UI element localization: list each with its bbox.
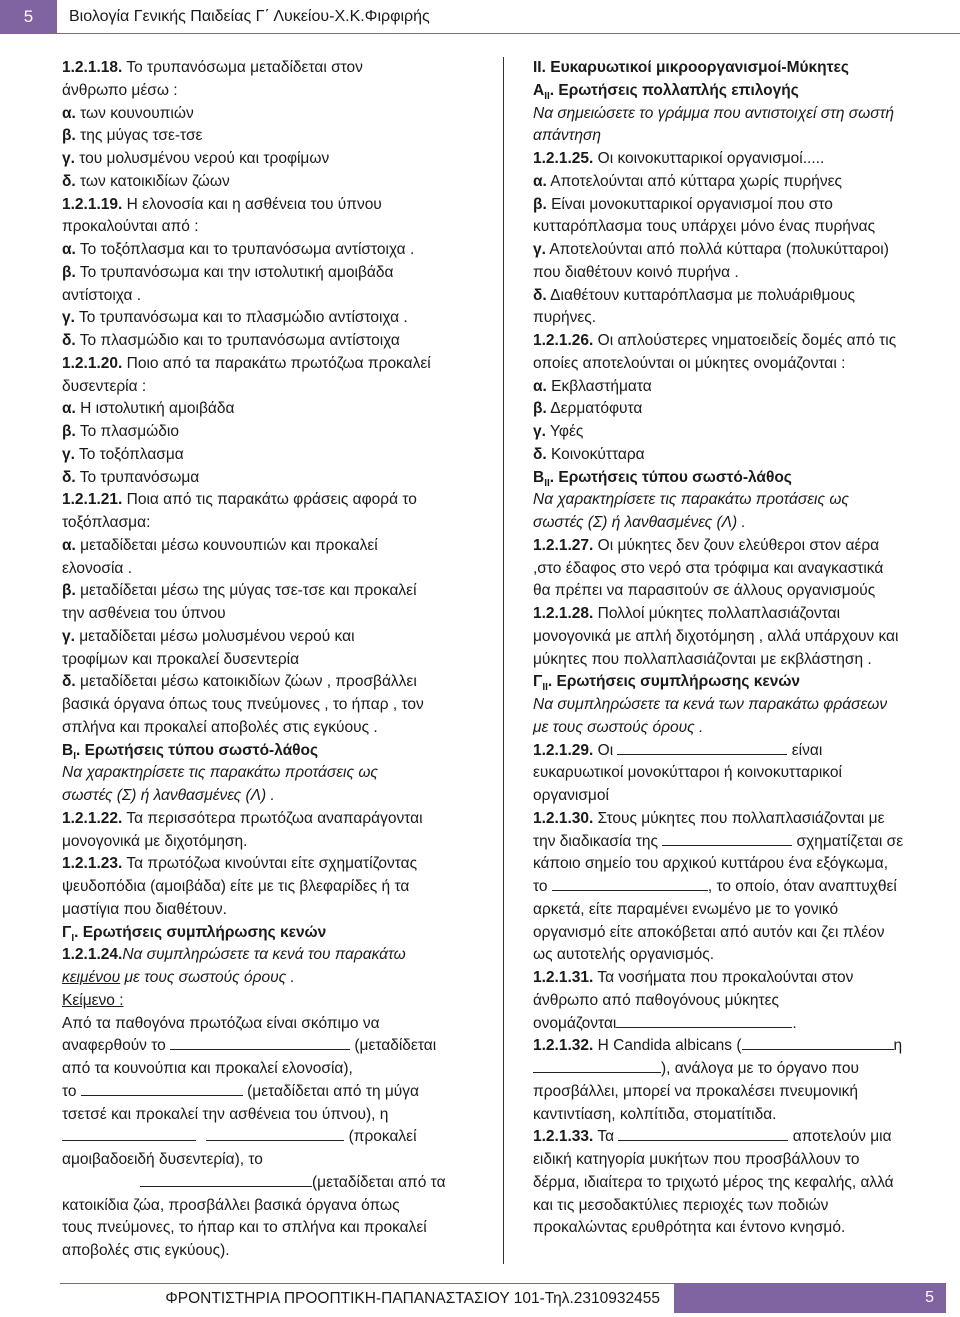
- option-letter: α.: [62, 400, 76, 418]
- passage-line: (μεταδίδεται από τη μύγα: [242, 1082, 419, 1100]
- fill-blank[interactable]: [206, 1126, 344, 1141]
- option-text: Το τοξόπλασμα: [78, 445, 184, 463]
- question-text: ονομάζονται: [533, 1014, 617, 1032]
- section-instructions: σωστές (Σ) ή λανθασμένες (Λ) .: [62, 787, 275, 804]
- question-text: και τις μεσοδακτύλιες περιοχές των ποδιών: [533, 1196, 829, 1214]
- option-text: μεταδίδεται μέσω μολυσμένου νερού και: [79, 627, 355, 645]
- question-number: 1.2.1.26.: [533, 332, 594, 349]
- question-text: το: [533, 878, 552, 895]
- question-text: Οι απλούστερες νηματοειδείς δομές από τις: [597, 332, 897, 349]
- question-text: κειμένου: [62, 969, 121, 986]
- fill-blank[interactable]: [617, 740, 787, 755]
- option-text: Η ιστολυτική αμοιβάδα: [80, 400, 235, 418]
- option-text: σπλήνα και προκαλεί αποβολές στις εγκύους .: [62, 718, 378, 736]
- question-text: ευκαρυωτικοί μονοκύτταροι ή κοινοκυτταρικοί: [533, 764, 842, 782]
- option-letter: δ.: [62, 332, 76, 349]
- question-text: Να συμπληρώσετε τα κενά του παρακάτω: [122, 946, 406, 964]
- option-text: του μολυσμένου νερού και τροφίμων: [79, 150, 330, 167]
- question-number: 1.2.1.28.: [533, 605, 594, 622]
- question-text: με τους σωστούς όρους .: [120, 969, 295, 986]
- fill-blank[interactable]: [170, 1035, 350, 1050]
- passage-line: κατοικίδια ζώα, προσβάλλει βασικά όργανα όπως: [62, 1196, 400, 1214]
- option-text: μεταδίδεται μέσω κουνουπιών και προκαλεί: [80, 536, 378, 554]
- section-instructions: Να χαρακτηρίσετε τις παρακάτω προτάσεις ως: [533, 491, 849, 509]
- option-letter: α.: [62, 536, 76, 554]
- option-text: τροφίμων και προκαλεί δυσεντερία: [62, 650, 300, 668]
- passage-line: αναφερθούν το: [62, 1037, 171, 1055]
- option-letter: δ.: [533, 445, 547, 463]
- header-page-number: 5: [0, 0, 57, 34]
- question-text: αποτελούν μια: [788, 1128, 892, 1146]
- option-text: της μύγας τσε-τσε: [80, 127, 203, 145]
- question-text: μαστίγια που διαθέτουν.: [62, 900, 227, 918]
- question-text: ), ανάλογα με το όργανο που: [661, 1060, 859, 1077]
- fill-blank[interactable]: [81, 1081, 243, 1096]
- question-text: προκαλούνται από :: [62, 218, 199, 236]
- question-text: Τα νοσήματα που προκαλούνται στον: [593, 969, 854, 986]
- question-text: καντιντίαση, κολπίτιδα, στοματίτιδα.: [533, 1105, 777, 1123]
- question-number: 1.2.1.33.: [533, 1128, 594, 1146]
- question-number: 1.2.1.20.: [62, 354, 123, 372]
- question-text: σχηματίζεται σε: [792, 832, 904, 850]
- fill-blank[interactable]: [552, 876, 708, 891]
- option-letter: δ.: [62, 673, 76, 691]
- section-heading: $\Gamma_I$. Ερωτήσεις συμπλήρωσης κενών: [62, 923, 327, 944]
- option-letter: γ.: [62, 627, 75, 645]
- section-instructions: σωστές (Σ) ή λανθασμένες (Λ) .: [533, 514, 746, 531]
- question-text: δέρμα, ιδιαίτερα το τριχωτό μέρος της κεφαλής, αλλά: [533, 1173, 894, 1191]
- option-text: που διαθέτουν κοινό πυρήνα .: [533, 263, 739, 281]
- page-footer: [60, 1283, 946, 1313]
- passage-line: (μεταδίδεται από τα: [312, 1173, 446, 1191]
- question-text: Οι: [593, 741, 618, 759]
- page-header: [0, 0, 960, 34]
- question-text: άνθρωπο μέσω :: [62, 81, 178, 99]
- fill-blank[interactable]: [62, 1126, 196, 1141]
- option-letter: δ.: [62, 468, 76, 486]
- section-instructions: Να συμπληρώσετε τα κενά των παρακάτω φράσεων: [533, 696, 888, 713]
- question-number: 1.2.1.24.: [62, 946, 123, 964]
- section-instructions: απάντηση: [533, 127, 601, 145]
- question-text: οποίες αποτελούνται οι μύκητες ονομάζονται :: [533, 354, 846, 372]
- option-text: Δερματόφυτα: [550, 400, 643, 418]
- option-text: αντίστοιχα .: [62, 286, 142, 304]
- option-letter: γ.: [62, 150, 75, 167]
- passage-line: αμοιβαδοειδή δυσεντερία), το: [62, 1151, 263, 1168]
- option-letter: β.: [533, 195, 547, 213]
- question-text: οργανισμό είτε αποκόβεται από αυτόν και ζει πλέον: [533, 923, 885, 941]
- question-text: Το τρυπανόσωμα μεταδίδεται στον: [126, 59, 363, 76]
- section-title: ΙΙ. Ευκαρυωτικοί μικροοργανισμοί-Μύκητες: [533, 59, 849, 76]
- question-text: Τα περισσότερα πρωτόζωα αναπαράγονται: [126, 809, 423, 827]
- option-letter: α.: [533, 172, 547, 190]
- question-text: δυσεντερία :: [62, 377, 147, 395]
- question-text: μονογονικά με απλή διχοτόμηση , αλλά υπάρχουν και: [533, 627, 899, 645]
- section-instructions: Να χαρακτηρίσετε τις παρακάτω προτάσεις ως: [62, 764, 378, 782]
- option-text: Το τρυπανόσωμα και το πλασμώδιο αντίστοιχα .: [78, 309, 408, 327]
- question-number: 1.2.1.29.: [533, 741, 594, 759]
- question-text: αρκετά, είτε παραμένει ενωμένο με το γονικό: [533, 900, 839, 918]
- passage-line: αποβολές στις εγκύους).: [62, 1242, 230, 1259]
- column-divider: [503, 57, 504, 1264]
- passage-line: το: [62, 1082, 81, 1100]
- question-text: η: [893, 1037, 903, 1055]
- option-text: μεταδίδεται μέσω της μύγας τσε-τσε και προκαλεί: [80, 582, 417, 600]
- option-text: Υφές: [549, 423, 584, 440]
- footer-text: ΦΡΟΝΤΙΣΤΗΡΙΑ ΠΡΟΟΠΤΙΚΗ-ΠΑΠΑΝΑΣΤΑΣΙΟΥ 101-Τηλ.2310932455: [60, 1283, 674, 1313]
- text-label: Κείμενο :: [62, 991, 124, 1009]
- option-letter: β.: [62, 582, 76, 600]
- option-letter: β.: [62, 127, 76, 145]
- option-text: Αποτελούνται από πολλά κύτταρα (πολυκύτταροι): [549, 241, 889, 258]
- header-title: Βιολογία Γενικής Παιδείας Γ΄ Λυκείου-Χ.Κ.Φιρφιρής: [57, 0, 960, 34]
- fill-blank[interactable]: [662, 831, 792, 846]
- section-heading: $A_{II}$. Ερωτήσεις πολλαπλής επιλογής: [533, 81, 799, 102]
- question-text: Ποια από τις παρακάτω φράσεις αφορά το: [126, 491, 417, 509]
- fill-blank[interactable]: [742, 1035, 894, 1050]
- question-text: Οι κοινοκυτταρικοί οργανισμοί.....: [597, 150, 825, 167]
- option-text: Το τρυπανόσωμα και την ιστολυτική αμοιβάδα: [79, 263, 394, 281]
- passage-line: τους πνεύμονες, το ήπαρ και το σπλήνα και προκαλεί: [62, 1219, 427, 1237]
- question-text: άνθρωπο από παθογόνους μύκητες: [533, 991, 779, 1009]
- question-number: 1.2.1.25.: [533, 150, 594, 167]
- option-letter: γ.: [62, 445, 75, 463]
- option-text: Είναι μονοκυτταρικοί οργανισμοί που στο: [551, 195, 833, 213]
- option-letter: α.: [62, 104, 76, 122]
- footer-page-number: 5: [674, 1283, 946, 1313]
- question-number: 1.2.1.23.: [62, 855, 123, 873]
- question-text: Τα πρωτόζωα κινούνται είτε σχηματίζοντας: [126, 855, 418, 873]
- question-text: ψευδοπόδια (αμοιβάδα) είτε με τις βλεφαρίδες ή τα: [62, 878, 410, 895]
- option-text: την ασθένεια του ύπνου: [62, 605, 226, 622]
- fill-blank[interactable]: [533, 1058, 661, 1073]
- question-text: , το οποίο, όταν αναπτυχθεί: [707, 878, 897, 895]
- option-text: Το τρυπανόσωμα: [79, 468, 200, 486]
- question-number: 1.2.1.30.: [533, 809, 594, 827]
- question-number: 1.2.1.19.: [62, 195, 123, 213]
- passage-line: τσετσέ και προκαλεί την ασθένεια του ύπνου), η: [62, 1105, 389, 1123]
- question-text: ως αυτοτελής οργανισμός.: [533, 946, 715, 964]
- question-text: την διαδικασία της: [533, 832, 663, 850]
- option-letter: γ.: [533, 241, 546, 258]
- passage-line: Από τα παθογόνα πρωτόζωα είναι σκόπιμο να: [62, 1014, 380, 1032]
- question-text: Στους μύκητες που πολλαπλασιάζονται με: [593, 809, 885, 827]
- question-text: Η Candida albicans (: [593, 1037, 742, 1055]
- option-text: πυρήνες.: [533, 309, 597, 327]
- question-text: ειδική κατηγορία μυκήτων που προσβάλλουν το: [533, 1151, 860, 1168]
- question-number: 1.2.1.32.: [533, 1037, 594, 1055]
- option-text: Κοινοκύτταρα: [551, 445, 645, 463]
- question-text: ,στο έδαφος στο νερό στα τρόφιμα και αναγκαστικά: [533, 559, 884, 577]
- question-text: κάποιο σημείο του αρχικού κυττάρου ένα εξόγκωμα,: [533, 855, 889, 873]
- question-text: τοξόπλασμα:: [62, 514, 151, 531]
- section-instructions: Να σημειώσετε το γράμμα που αντιστοιχεί στη σωστή: [533, 104, 894, 122]
- passage-line: από τα κουνούπια και προκαλεί ελονοσία),: [62, 1060, 353, 1077]
- fill-blank[interactable]: [616, 1013, 792, 1028]
- question-text: Οι μύκητες δεν ζουν ελεύθεροι στον αέρα: [597, 536, 880, 554]
- question-text: Πολλοί μύκητες πολλαπλασιάζονται: [597, 605, 841, 622]
- question-text: Η ελονοσία και η ασθένεια του ύπνου: [126, 195, 382, 213]
- question-number: 1.2.1.18.: [62, 59, 123, 76]
- passage-line: (μεταδίδεται: [350, 1037, 437, 1055]
- option-text: των κουνουπιών: [80, 104, 194, 122]
- option-letter: α.: [62, 241, 76, 258]
- option-text: των κατοικιδίων ζώων: [80, 172, 230, 190]
- question-text: θα πρέπει να παρασιτούν σε άλλους οργανισμούς: [533, 582, 876, 600]
- option-letter: γ.: [62, 309, 75, 327]
- option-letter: β.: [62, 423, 76, 440]
- question-number: 1.2.1.27.: [533, 536, 594, 554]
- option-text: Αποτελούνται από κύτταρα χωρίς πυρήνες: [550, 172, 842, 190]
- option-text: βασικά όργανα όπως τους πνεύμονες , το ήπαρ , τον: [62, 696, 424, 713]
- option-text: κυτταρόπλασμα τους υπάρχει μόνο ένας πυρήνας: [533, 218, 876, 236]
- question-text: Τα: [593, 1128, 619, 1146]
- section-heading: $\Gamma_{II}$. Ερωτήσεις συμπλήρωσης κενών: [533, 673, 801, 694]
- option-letter: α.: [533, 377, 547, 395]
- question-text: είναι: [787, 741, 823, 759]
- question-number: 1.2.1.31.: [533, 969, 594, 986]
- question-text: μύκητες που πολλαπλασιάζονται με εκβλάστηση .: [533, 650, 872, 668]
- question-number: 1.2.1.21.: [62, 491, 123, 509]
- option-letter: δ.: [533, 286, 547, 304]
- section-heading: $B_{II}$. Ερωτήσεις τύπου σωστό-λάθος: [533, 468, 792, 489]
- option-text: Το τοξόπλασμα και το τρυπανόσωμα αντίστοιχα .: [79, 241, 415, 258]
- option-letter: γ.: [533, 423, 546, 440]
- option-text: Εκβλαστήματα: [551, 377, 652, 395]
- question-text: προσβάλλει, μπορεί να προκαλέσει πνευμονική: [533, 1082, 859, 1100]
- question-number: 1.2.1.22.: [62, 809, 123, 827]
- fill-blank[interactable]: [140, 1172, 312, 1187]
- passage-line: (προκαλεί: [344, 1128, 417, 1146]
- fill-blank[interactable]: [618, 1126, 788, 1141]
- question-text: .: [792, 1014, 797, 1032]
- option-letter: β.: [533, 400, 547, 418]
- option-text: Διαθέτουν κυτταρόπλασμα με πολυάριθμους: [550, 286, 856, 304]
- question-text: οργανισμοί: [533, 787, 609, 804]
- option-letter: β.: [62, 263, 76, 281]
- section-heading: $B_I$. Ερωτήσεις τύπου σωστό-λάθος: [62, 741, 319, 762]
- option-text: Το πλασμώδιο και το τρυπανόσωμα αντίστοιχα: [79, 332, 400, 349]
- option-text: ελονοσία .: [62, 559, 132, 577]
- question-text: Ποιο από τα παρακάτω πρωτόζωα προκαλεί: [126, 354, 431, 372]
- option-text: μεταδίδεται μέσω κατοικιδίων ζώων , προσβάλλει: [80, 673, 417, 691]
- question-text: προκαλώντας ερυθρότητα και έντονο κνησμό.: [533, 1219, 846, 1237]
- option-text: Το πλασμώδιο: [79, 423, 179, 440]
- option-letter: δ.: [62, 172, 76, 190]
- section-instructions: με τους σωστούς όρους .: [533, 718, 704, 736]
- question-text: μονογονικά με διχοτόμηση.: [62, 832, 248, 850]
- left-column: [62, 57, 462, 1263]
- right-column: [533, 57, 945, 1240]
